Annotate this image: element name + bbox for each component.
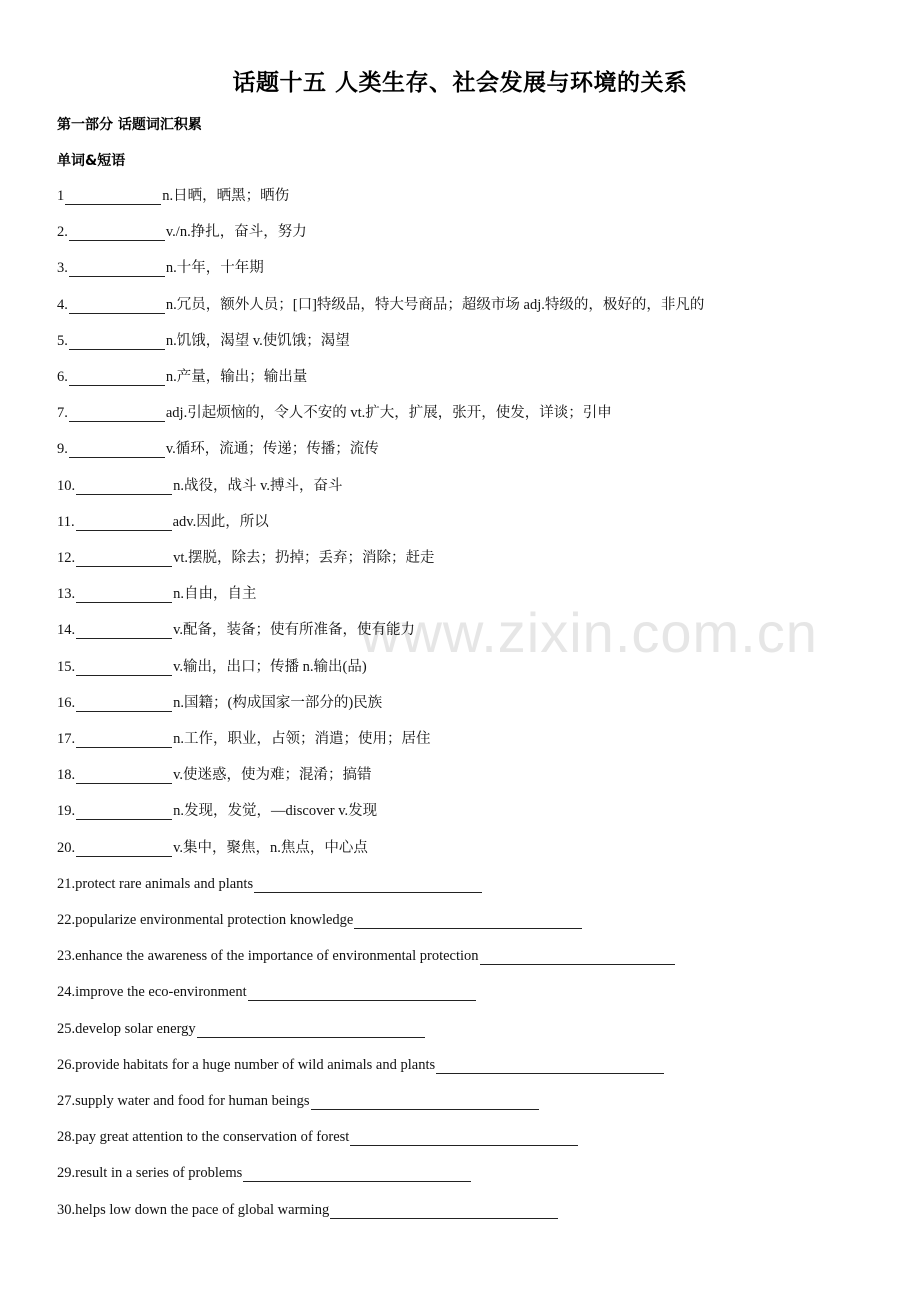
answer-blank[interactable] (65, 190, 161, 205)
answer-blank[interactable] (76, 661, 172, 676)
phrase-text: 28.pay great attention to the conservation of forest (57, 1129, 350, 1146)
phrase-item (57, 873, 483, 893)
item-number: 17. (57, 731, 76, 747)
item-definition: n.发现，发觉，—discover v.发现 (173, 803, 378, 820)
item-definition: n.工作，职业，占领；消遣；使用；居住 (173, 731, 431, 747)
vocab-item (57, 330, 350, 350)
answer-blank[interactable] (76, 552, 172, 567)
watermark: www.zixin.com.cn (360, 601, 818, 664)
item-definition: v.输出，出口；传播 n.输出(品) (173, 658, 367, 675)
answer-blank[interactable] (248, 986, 476, 1001)
item-definition: n.冗员，额外人员；[口]特级品，特大号商品；超级市场 adj.特级的，极好的，非凡的 (165, 296, 705, 313)
item-number: 16. (57, 694, 76, 711)
answer-blank[interactable] (480, 950, 675, 965)
item-definition: v.使迷惑，使为难；混淆；搞错 (173, 767, 372, 784)
phrase-item (57, 1054, 665, 1074)
page-title: 话题十五 人类生存、社会发展与环境的关系 (232, 70, 688, 96)
vocab-item (57, 619, 415, 639)
answer-blank[interactable] (76, 733, 172, 748)
phrase-text: 23.enhance the awareness of the importance of environmental protection (57, 948, 479, 965)
vocab-item (57, 728, 431, 748)
item-number: 1 (57, 188, 65, 204)
answer-blank[interactable] (76, 480, 172, 495)
answer-blank[interactable] (311, 1095, 539, 1110)
answer-blank[interactable] (69, 226, 165, 241)
section-heading: 第一部分 话题词汇积累 (57, 117, 202, 133)
answer-blank[interactable] (76, 624, 172, 639)
vocab-item (57, 800, 377, 820)
answer-blank[interactable] (76, 516, 172, 531)
item-definition: n.战役，战斗 v.搏斗，奋斗 (173, 477, 343, 494)
item-number: 15. (57, 658, 76, 675)
phrase-item (57, 1199, 559, 1219)
vocab-item (57, 185, 289, 205)
answer-blank[interactable] (350, 1131, 578, 1146)
item-number: 11. (57, 513, 75, 530)
vocab-item (57, 764, 372, 784)
vocab-item (57, 583, 257, 603)
phrase-item (57, 909, 583, 929)
answer-blank[interactable] (69, 262, 165, 277)
phrase-item (57, 1126, 579, 1146)
item-number: 13. (57, 586, 76, 603)
item-number: 3. (57, 260, 68, 277)
vocab-item (57, 547, 435, 567)
answer-blank[interactable] (76, 588, 172, 603)
item-number: 7. (57, 405, 68, 422)
vocab-item (57, 475, 343, 495)
phrase-text: 25.develop solar energy (57, 1020, 196, 1037)
phrase-text: 27.supply water and food for human beings (57, 1093, 310, 1109)
phrase-text: 24.improve the eco-environment (57, 984, 247, 1001)
vocab-item (57, 511, 269, 531)
item-number: 14. (57, 622, 76, 639)
item-number: 12. (57, 550, 76, 566)
item-definition: v.集中，聚焦，n.焦点，中心点 (173, 839, 368, 856)
answer-blank[interactable] (330, 1204, 558, 1219)
item-definition: adj.引起烦恼的，令人不安的 vt.扩大，扩展，张开，使发，详谈；引申 (165, 405, 612, 422)
answer-blank[interactable] (69, 371, 165, 386)
vocab-item (57, 837, 368, 857)
phrase-item (57, 1090, 540, 1110)
vocab-item (57, 366, 307, 386)
answer-blank[interactable] (254, 878, 482, 893)
answer-blank[interactable] (197, 1023, 425, 1038)
answer-blank[interactable] (76, 769, 172, 784)
answer-blank[interactable] (243, 1167, 471, 1182)
item-definition: n.十年，十年期 (165, 260, 264, 277)
item-number: 18. (57, 767, 76, 784)
item-number: 19. (57, 803, 76, 820)
answer-blank[interactable] (76, 842, 172, 857)
vocab-item (57, 221, 307, 241)
phrase-item (57, 1162, 472, 1182)
vocab-item (57, 257, 264, 277)
item-definition: n.饥饿，渴望 v.使饥饿；渴望 (165, 332, 350, 349)
answer-blank[interactable] (76, 697, 172, 712)
phrase-text: 29.result in a series of problems (57, 1165, 243, 1182)
item-number: 20. (57, 839, 76, 856)
answer-blank[interactable] (354, 914, 582, 929)
phrase-text: 30.helps low down the pace of global warming (57, 1201, 330, 1218)
vocab-item (57, 294, 704, 314)
item-number: 9. (57, 441, 68, 458)
item-definition: vt.摆脱，除去；扔掉；丢弃；消除；赶走 (173, 550, 435, 566)
item-number: 6. (57, 369, 68, 385)
phrase-text: 21.protect rare animals and plants (57, 875, 254, 892)
vocab-item (57, 692, 382, 712)
phrase-text: 26.provide habitats for a huge number of wild animals and plants (57, 1056, 436, 1073)
item-definition: v.配备，装备；使有所准备，使有能力 (173, 622, 416, 639)
phrase-item (57, 1018, 426, 1038)
item-definition: v./n.挣扎，奋斗，努力 (165, 224, 307, 241)
answer-blank[interactable] (436, 1059, 664, 1074)
item-definition: n.产量，输出；输出量 (165, 369, 308, 385)
answer-blank[interactable] (69, 407, 165, 422)
item-definition: n.国籍；(构成国家一部分的)民族 (173, 694, 383, 711)
item-number: 4. (57, 296, 68, 313)
answer-blank[interactable] (69, 443, 165, 458)
subsection-heading: 单词&短语 (57, 153, 126, 169)
answer-blank[interactable] (69, 335, 165, 350)
phrase-text: 22.popularize environmental protection knowledge (57, 912, 354, 928)
item-definition: v.循环，流通；传递；传播；流传 (165, 441, 379, 458)
phrase-item (57, 981, 477, 1001)
vocab-item (57, 656, 367, 676)
answer-blank[interactable] (76, 805, 172, 820)
answer-blank[interactable] (69, 299, 165, 314)
item-number: 10. (57, 477, 76, 494)
item-number: 2. (57, 224, 68, 241)
item-number: 5. (57, 332, 68, 349)
vocab-item (57, 402, 612, 422)
phrase-item (57, 945, 676, 965)
item-definition: n.日晒，晒黑；晒伤 (162, 188, 290, 204)
item-definition: n.自由，自主 (173, 586, 257, 603)
item-definition: adv.因此，所以 (172, 513, 269, 530)
vocab-item (57, 438, 379, 458)
